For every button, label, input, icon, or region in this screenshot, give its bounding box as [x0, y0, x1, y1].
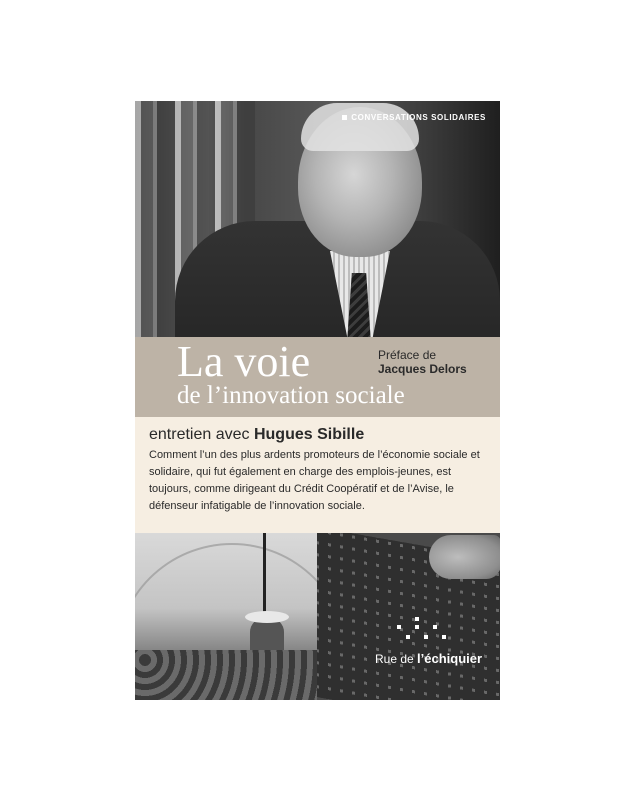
book-title-line1: La voie	[177, 337, 311, 386]
logo-dot	[406, 635, 410, 639]
title-band	[135, 337, 500, 417]
worker-hat	[245, 611, 289, 623]
preface-label: Préface de	[378, 348, 437, 362]
logo-dot	[415, 625, 419, 629]
hand	[429, 535, 500, 579]
preface-author: Jacques Delors	[378, 362, 467, 376]
portrait-photo	[135, 101, 500, 337]
book-title-line2: de l’innovation sociale	[177, 382, 405, 409]
logo-dot	[415, 617, 419, 621]
book-cover	[135, 101, 500, 700]
interviewee-name: Hugues Sibille	[253, 426, 365, 443]
cover-blurb: Comment l’un des plus ardents promoteurs de l’économie sociale et solidaire, qui fut également en charge des emplois-jeunes, est toujours, comme dirigeant du Crédit Coopératif et de l’Avise, le défenseur infatigable de l’innovation sociale.	[149, 449, 480, 512]
logo-dot	[397, 625, 401, 629]
greenhouse-arch	[135, 543, 317, 665]
series-text: CONVERSATIONS SOLIDAIRES	[351, 113, 486, 122]
publisher-prefix: Rue de	[375, 652, 414, 666]
logo-dot	[433, 625, 437, 629]
description-band	[135, 417, 500, 533]
preface-credit	[378, 348, 467, 376]
logo-dot	[424, 635, 428, 639]
logo-dot	[442, 635, 446, 639]
hair	[301, 103, 419, 151]
greenhouse-photo	[135, 533, 317, 700]
interview-line	[149, 425, 364, 445]
publisher-logo	[375, 651, 482, 666]
series-label	[342, 113, 486, 122]
interview-label: entretien avec	[149, 426, 250, 443]
seedling-tray-photo	[317, 533, 500, 700]
publisher-brand: l’échiquier	[417, 651, 483, 666]
square-bullet-icon	[342, 115, 347, 120]
plants-row	[135, 650, 317, 700]
